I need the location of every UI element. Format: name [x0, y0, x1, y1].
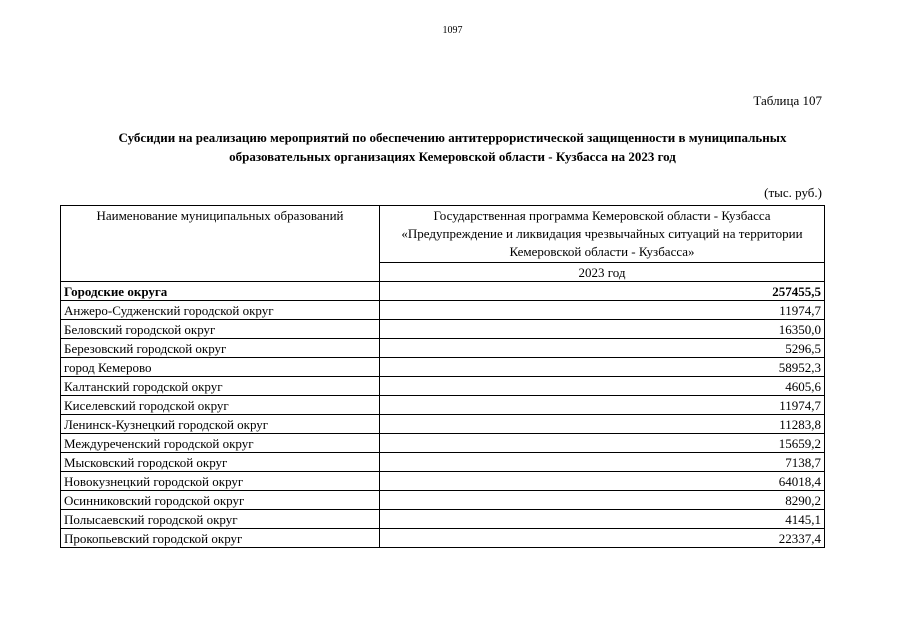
- row-name: Новокузнецкий городской округ: [61, 472, 380, 491]
- row-value: 4605,6: [380, 377, 825, 396]
- row-value: 11974,7: [380, 301, 825, 320]
- row-name: Городские округа: [61, 282, 380, 301]
- row-name: Мысковский городской округ: [61, 453, 380, 472]
- page-number: 1097: [442, 25, 463, 36]
- table-row: [61, 415, 825, 434]
- table-row: [61, 491, 825, 510]
- header-program-line-3: Кемеровской области - Кузбасса»: [509, 244, 695, 259]
- row-value: 22337,4: [380, 529, 825, 548]
- table-row: [61, 320, 825, 339]
- row-value: 11974,7: [380, 396, 825, 415]
- row-name: Полысаевский городской округ: [61, 510, 380, 529]
- row-value: 58952,3: [380, 358, 825, 377]
- row-name: Беловский городской округ: [61, 320, 380, 339]
- table-row: [61, 472, 825, 491]
- table-row: [61, 358, 825, 377]
- title-line-1: Субсидии на реализацию мероприятий по обеспечению антитеррористической защищенности в муниципальных: [118, 130, 787, 145]
- header-program-line-1: Государственная программа Кемеровской области - Кузбасса: [433, 208, 771, 223]
- row-value: 16350,0: [380, 320, 825, 339]
- row-value: 7138,7: [380, 453, 825, 472]
- table-row: [61, 339, 825, 358]
- row-name: город Кемерово: [61, 358, 380, 377]
- row-value: 15659,2: [380, 434, 825, 453]
- row-name: Киселевский городской округ: [61, 396, 380, 415]
- table-row: [61, 434, 825, 453]
- table-label: Таблица 107: [753, 93, 822, 108]
- table-row: [61, 301, 825, 320]
- row-value: 257455,5: [380, 282, 825, 301]
- row-name: Калтанский городской округ: [61, 377, 380, 396]
- row-value: 4145,1: [380, 510, 825, 529]
- table-row: [61, 529, 825, 548]
- table-row: [61, 377, 825, 396]
- row-name: Ленинск-Кузнецкий городской округ: [61, 415, 380, 434]
- table-row: [61, 396, 825, 415]
- header-row: [61, 206, 825, 263]
- table-header: [61, 206, 825, 282]
- row-value: 11283,8: [380, 415, 825, 434]
- table-row: [61, 510, 825, 529]
- row-value: 5296,5: [380, 339, 825, 358]
- row-name: Междуреченский городской округ: [61, 434, 380, 453]
- row-name: Березовский городской округ: [61, 339, 380, 358]
- row-value: 8290,2: [380, 491, 825, 510]
- table-row: [61, 453, 825, 472]
- units-note: (тыс. руб.): [764, 185, 822, 200]
- subsidy-table: [60, 205, 825, 548]
- header-name-column: Наименование муниципальных образований: [61, 206, 380, 282]
- header-program-column: [380, 206, 825, 263]
- row-name: Анжеро-Судженский городской округ: [61, 301, 380, 320]
- table-row: [61, 282, 825, 301]
- header-year: 2023 год: [380, 263, 825, 282]
- row-value: 64018,4: [380, 472, 825, 491]
- header-program-line-2: «Предупреждение и ликвидация чрезвычайных ситуаций на территории: [401, 226, 803, 241]
- row-name: Осинниковский городской округ: [61, 491, 380, 510]
- title-line-2: образовательных организациях Кемеровской области - Кузбасса на 2023 год: [229, 149, 676, 164]
- document-title: [60, 128, 845, 166]
- row-name: Прокопьевский городской округ: [61, 529, 380, 548]
- table-body: [61, 282, 825, 548]
